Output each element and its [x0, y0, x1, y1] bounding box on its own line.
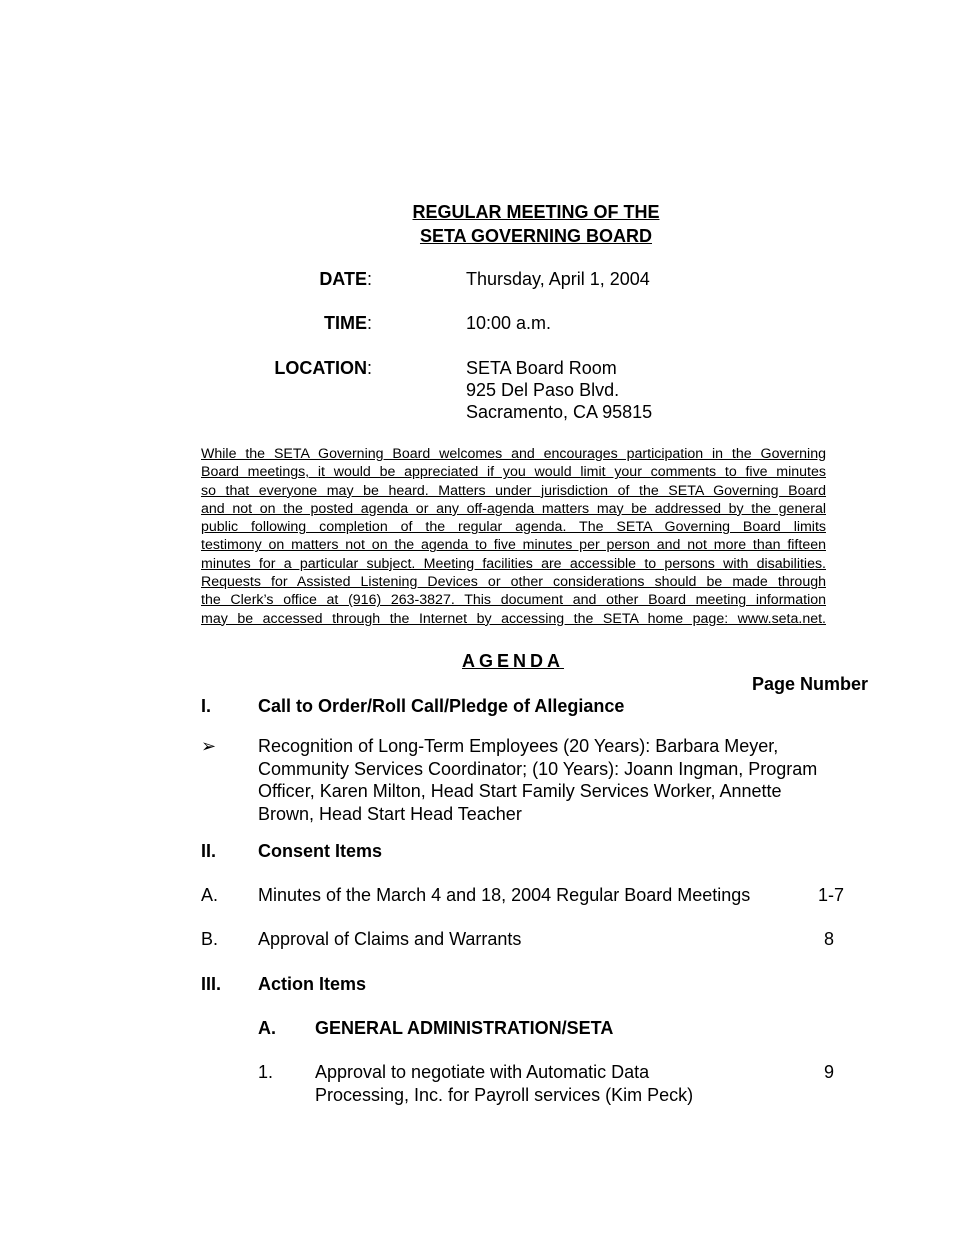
date-label: DATE: — [319, 269, 372, 289]
public-participation-notice — [201, 445, 826, 628]
date-value: Thursday, April 1, 2004 — [466, 269, 650, 289]
section-call-to-order: Call to Order/Roll Call/Pledge of Allegiance — [258, 696, 625, 716]
section-consent-items: Consent Items — [258, 841, 383, 861]
notice-line: public following completion of the regular agenda. The SETA Governing Board limits — [201, 519, 826, 536]
recognition-item — [258, 735, 817, 825]
item-page-number: 1-7 — [817, 885, 844, 905]
recognition-line: Officer, Karen Milton, Head Start Family Services Worker, Annette — [258, 781, 782, 801]
recognition-line: Community Services Coordinator; (10 Years): Joann Ingman, Program — [258, 758, 818, 779]
notice-line: may be accessed through the Internet by accessing the SETA home page: www.seta.net. — [201, 610, 826, 627]
time-label: TIME: — [323, 313, 372, 333]
meeting-title-line-1: REGULAR MEETING OF THE — [412, 202, 660, 222]
notice-line: testimony on matters not on the agenda to five minutes per person and not more than fifteen — [201, 537, 826, 554]
notice-line: the Clerk’s office at (916) 263-3827. This document and other Board meeting information — [201, 592, 826, 609]
item-page-number: 8 — [823, 929, 834, 949]
item-payroll-services — [315, 1061, 693, 1106]
notice-line: Board meetings, it would be appreciated if you would limit your comments to five minutes — [201, 464, 826, 481]
item-number: 1. — [258, 1062, 274, 1082]
page-number-column-header: Page Number — [752, 674, 869, 694]
meeting-title-line-2: SETA GOVERNING BOARD — [419, 226, 652, 246]
location-line-1: SETA Board Room — [466, 358, 617, 378]
item-line: Processing, Inc. for Payroll services (Kim Peck) — [315, 1084, 694, 1105]
notice-line: minutes for a particular subject. Meeting facilities are accessible to persons with disabilities. — [201, 555, 826, 572]
item-letter: A. — [201, 885, 219, 905]
section-number: II. — [201, 841, 217, 861]
section-number: III. — [201, 974, 222, 994]
item-page-number: 9 — [823, 1062, 834, 1082]
notice-line: so that everyone may be heard. Matters under jurisdiction of the SETA Governing Board — [201, 482, 826, 499]
recognition-line: Recognition of Long-Term Employees (20 Years): Barbara Meyer, — [258, 736, 779, 756]
item-line: Approval to negotiate with Automatic Data — [315, 1062, 650, 1082]
notice-line: While the SETA Governing Board welcomes and encourages participation in the Governing — [201, 446, 826, 462]
recognition-line: Brown, Head Start Head Teacher — [258, 803, 522, 824]
notice-line: and not on the posted agenda or any off-agenda matters may be addressed by the general — [201, 500, 826, 517]
subsection-general-administration: GENERAL ADMINISTRATION/SETA — [315, 1018, 614, 1038]
item-claims-warrants: Approval of Claims and Warrants — [258, 929, 522, 949]
section-number: I. — [201, 696, 212, 716]
agenda-heading: AGENDA — [461, 651, 564, 671]
section-action-items: Action Items — [258, 974, 367, 994]
subsection-letter: A. — [258, 1018, 276, 1038]
time-value: 10:00 a.m. — [466, 313, 552, 333]
arrow-bullet-icon: ➢ — [201, 736, 217, 756]
item-minutes: Minutes of the March 4 and 18, 2004 Regular Board Meetings — [258, 885, 751, 905]
location-line-3: Sacramento, CA 95815 — [466, 402, 653, 422]
item-letter: B. — [201, 929, 219, 949]
location-line-2: 925 Del Paso Blvd. — [466, 380, 620, 400]
notice-line: Requests for Assisted Listening Devices or other considerations should be made through — [201, 574, 826, 591]
location-label: LOCATION: — [274, 358, 372, 378]
